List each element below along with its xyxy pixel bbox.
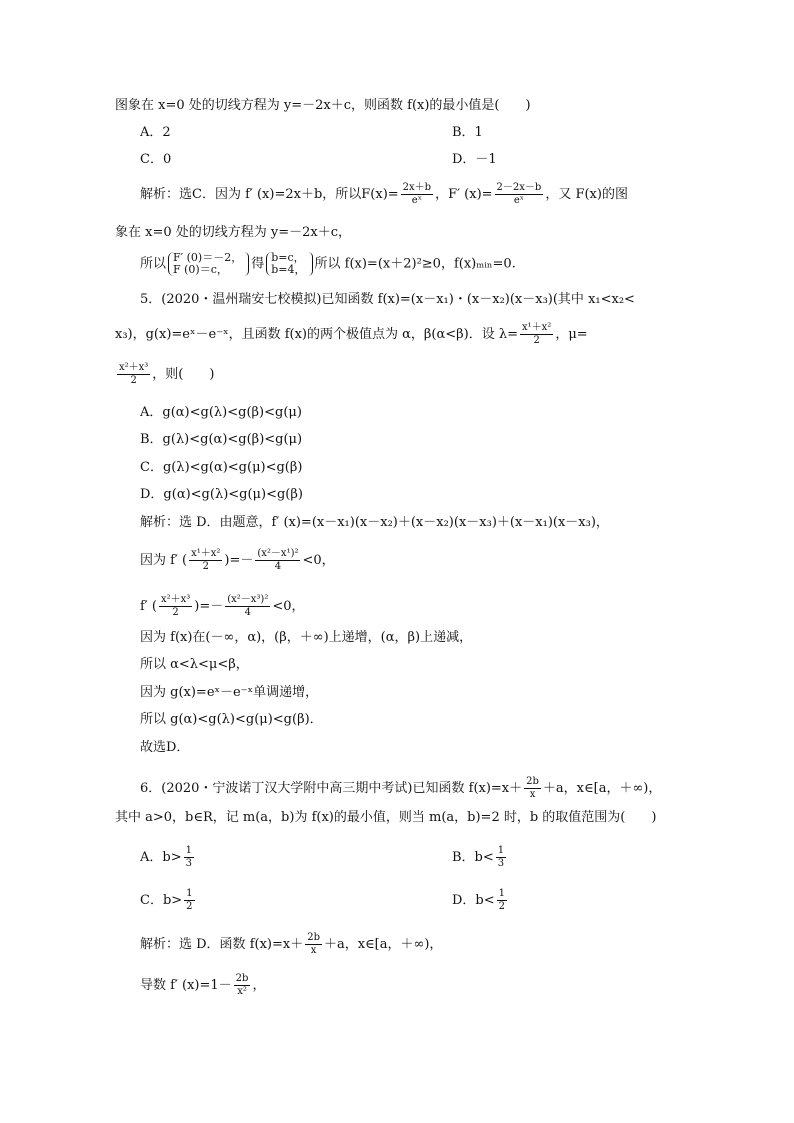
fraction: $\frac{2-2x-b}{\text{eˣ}}$ — [496, 182, 542, 206]
option-b: B．g(λ)<g(α)<g(β)<g(μ) — [140, 432, 303, 447]
text-line: x₃)，g(x)=eˣ－e⁻ˣ，且函数 f(x)的两个极值点为 α，β(α<β)．设 λ= $\frac{\text{x¹＋x²}}{2}$ ，μ= — [115, 322, 588, 346]
option-a: A．g(α)<g(λ)<g(β)<g(μ) — [140, 405, 302, 420]
fraction: $\frac{1}{2}$ — [186, 888, 193, 912]
text-line: 图象在 x=0 处的切线方程为 y=－2x＋c，则函数 f(x)的最小值是( ) — [115, 98, 531, 113]
fraction: $\frac{2x+b}{\text{eˣ}}$ — [402, 182, 432, 206]
option-b: B．b< $\frac{1}{3}$ — [452, 845, 505, 869]
text-line: 所以 F′ (0)＝－2， F (0)＝c， 得 b=c， b=4， 所以 f(x)=(x＋2)²≥0，f(x)ₘᵢₙ=0. — [140, 251, 516, 276]
option-a: A．b> $\frac{1}{3}$ — [140, 845, 192, 869]
option-c: C．0 — [140, 152, 172, 167]
question-5: 5．(2020・温州瑞安七校模拟)已知函数 f(x)=(x－x₁)・(x－x₂)(x－x₃)(其中 x₁<x₂< — [140, 292, 635, 307]
fraction: $\frac{\text{x²＋x³}}{2}$ — [119, 362, 149, 386]
fraction: $\frac{2b}{x}$ — [307, 932, 320, 956]
option-d: D．－1 — [452, 152, 497, 167]
question-6: 6．(2020・宁波诺丁汉大学附中高三期中考试)已知函数 f(x)=x＋ $\frac{2b}{x}$ ＋a，x∈[a，＋∞)， — [140, 776, 662, 800]
option-c: C．b> $\frac{1}{2}$ — [140, 888, 193, 912]
text-line: 解析：选 D．函数 f(x)=x＋ $\frac{2b}{x}$ ＋a，x∈[a，＋∞)， — [140, 932, 443, 956]
text-line: 解析：选C．因为 f′ (x)=2x＋b，所以F(x)= $\frac{2x+b}{\text{eˣ}}$ ，F′ (x)= $\frac{2-2x-b}{\text{eˣ}}$ ，又 F(x)的图 — [140, 182, 628, 206]
option-c: C．g(λ)<g(α)<g(μ)<g(β) — [140, 460, 303, 475]
fraction: $\frac{\text{x¹＋x²}}{2}$ — [191, 548, 221, 572]
option-d: D．b< $\frac{1}{2}$ — [452, 888, 506, 912]
text-line: 故选D． — [140, 740, 190, 755]
fraction: $\frac{1}{3}$ — [497, 845, 505, 869]
equation-system: b=c， b=4， — [266, 252, 305, 276]
fraction: $\frac{1}{3}$ — [185, 845, 192, 869]
equation-system: F′ (0)＝－2， F (0)＝c， — [168, 252, 242, 276]
text-line: 因为 f′ ( $\frac{\text{x¹＋x²}}{2}$ )=－ $\frac{\text{(x²－x¹)²}}{4}$ <0， — [140, 548, 335, 572]
text-line: 所以 α<λ<μ<β， — [140, 657, 249, 672]
text-line: 导数 f′ (x)=1－ $\frac{2b}{\text{x²}}$ ， — [140, 973, 266, 997]
text-line: 其中 a>0，b∈R，记 m(a，b)为 f(x)的最小值，则当 m(a，b)=2 时，b 的取值范围为( ) — [115, 810, 657, 825]
text-line: 因为 g(x)=eˣ－e⁻ˣ单调递增， — [140, 685, 319, 700]
fraction: $\frac{\text{x²＋x³}}{2}$ — [160, 594, 191, 618]
fraction: $\frac{\text{(x²－x¹)²}}{4}$ — [257, 548, 299, 572]
text-line: 象在 x=0 处的切线方程为 y=－2x＋c， — [115, 225, 352, 240]
text-line: 因为 f(x)在(－∞，α)，(β，＋∞)上递增，(α，β)上递减， — [140, 630, 473, 645]
option-b: B．1 — [452, 125, 483, 140]
fraction: $\frac{1}{2}$ — [498, 888, 506, 912]
text-line: 所以 g(α)<g(λ)<g(μ)<g(β)． — [140, 712, 323, 727]
fraction: $\frac{2b}{\text{x²}}$ — [235, 973, 249, 997]
text-line: $\frac{\text{x²＋x³}}{2}$ ，则( ) — [119, 362, 215, 386]
option-a: A．2 — [140, 125, 171, 140]
fraction: $\frac{\text{(x²－x³)²}}{4}$ — [227, 594, 269, 618]
option-d: D．g(α)<g(λ)<g(μ)<g(β) — [140, 487, 303, 502]
text-line: f′ ( $\frac{\text{x²＋x³}}{2}$ )=－ $\frac{\text{(x²－x³)²}}{4}$ <0， — [140, 594, 305, 618]
text-line: 解析：选 D．由题意，f′ (x)=(x－x₁)(x－x₂)＋(x－x₂)(x－x₃)＋(x－x₁)(x－x₃)， — [140, 515, 609, 530]
fraction: $\frac{\text{x¹＋x²}}{2}$ — [522, 322, 552, 346]
fraction: $\frac{2b}{x}$ — [526, 776, 539, 800]
